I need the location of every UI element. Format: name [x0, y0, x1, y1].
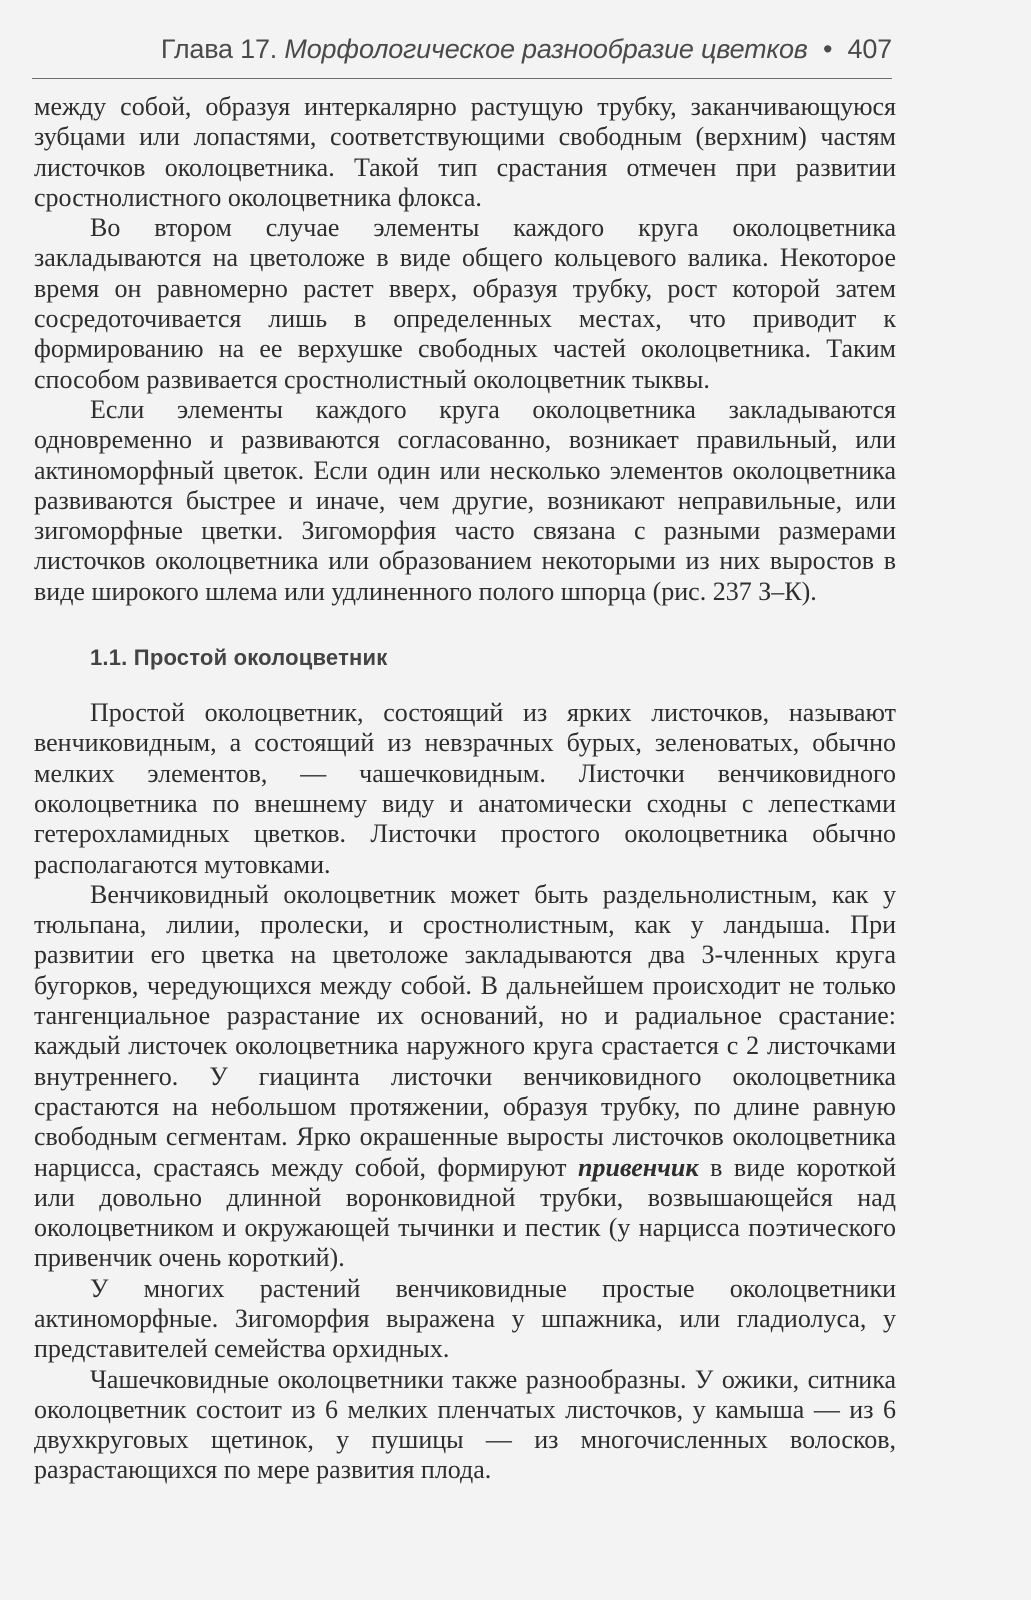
chapter-label: Глава 17.	[160, 34, 278, 64]
section-heading: 1.1. Простой околоцветник	[90, 645, 388, 671]
paragraph-continuation: между собой, образуя интеркалярно растущую трубку, заканчивающуюся зубцами или лопастями, соответствующими свободным (верхним) частям листочков околоцветника. Такой тип срастания отмечен при развитии сростнолистного околоцветника флокса.	[34, 92, 896, 212]
paragraph-simple-perianth: Простой околоцветник, состоящий из ярких листочков, называют венчиковидным, а состоящий из невзрачных бурых, зеленоватых, обычно мелких элементов, — чашечковидным. Листочки венчиковидного околоцветника по внешнему виду и анатомически сходны с лепестками гетерохламидных цветков. Листочки простого околоцветника обычно располагаются мутовками.	[34, 698, 896, 879]
paragraph-actinomorphic: Если элементы каждого круга околоцветника закладываются одновременно и развиваются согласованно, возникает правильный, или актиноморфный цветок. Если один или несколько элементов околоцветника развиваются быстрее и иначе, чем другие, возникают неправильные, или зигоморфные цветки. Зигоморфия часто связана с разными размерами листочков околоцветника или образованием некоторыми из них выростов в виде широкого шлема или удлиненного полого шпорца (рис. 237 З–К).	[34, 394, 896, 606]
page-number: 407	[847, 34, 892, 64]
header-text	[161, 34, 892, 65]
page-body	[34, 92, 896, 1486]
paragraph-ring-valik: Во втором случае элементы каждого круга околоцветника закладываются на цветоложе в виде общего кольцевого валика. Некоторое время он равномерно растет вверх, образуя трубку, рост которой затем сосредоточивается лишь в определенных местах, что приводит к формированию на ее верхушке свободных частей околоцветника. Таким способом развивается сростнолистный околоцветник тыквы.	[34, 213, 896, 394]
paragraph-zygomorphy: У многих растений венчиковидные простые околоцветники актиноморфные. Зигоморфия выражена у шпажника, или гладиолуса, у представителей семейства орхидных.	[34, 1273, 896, 1364]
paragraph-corolla-like-end: в виде короткой или довольно длинной воронковидной трубки, возвышающейся над околоцветником и окружающей тычинки и пестик (у нарцисса поэтического привенчик очень короткий).	[34, 1152, 896, 1273]
term-corona: привенчик	[578, 1152, 699, 1182]
running-header	[32, 32, 892, 79]
header-bullet: •	[822, 34, 833, 64]
paragraph-calyx-like: Чашечковидные околоцветники также разнообразны. У ожики, ситника околоцветник состоит из 6 мелких пленчатых листочков, у камыша — из 6 двухкруговых щетинок, у пушицы — из многочисленных волосков, разрастающихся по мере развития плода.	[34, 1364, 896, 1485]
chapter-title: Морфологическое разнообразие цветков	[284, 34, 808, 64]
paragraph-corolla-like	[34, 880, 896, 1274]
paragraph-corolla-like-text: Венчиковидный околоцветник может быть раздельнолистным, как у тюльпана, лилии, пролески, и сростнолистным, как у ландыша. При развитии его цветка на цветоложе закладываются два 3-членных круга бугорков, чередующихся между собой. В дальнейшем происходит не только тангенциальное разрастание их оснований, но и радиальное срастание: каждый листочек околоцветника наружного круга срастается с 2 листочками внутреннего. У гиацинта листочки венчиковидного околоцветника срастаются на небольшом протяжении, образуя трубку, по длине равную свободным сегментам. Ярко окрашенные выросты листочков околоцветника нарцисса, срастаясь между собой, формируют	[34, 879, 896, 1182]
